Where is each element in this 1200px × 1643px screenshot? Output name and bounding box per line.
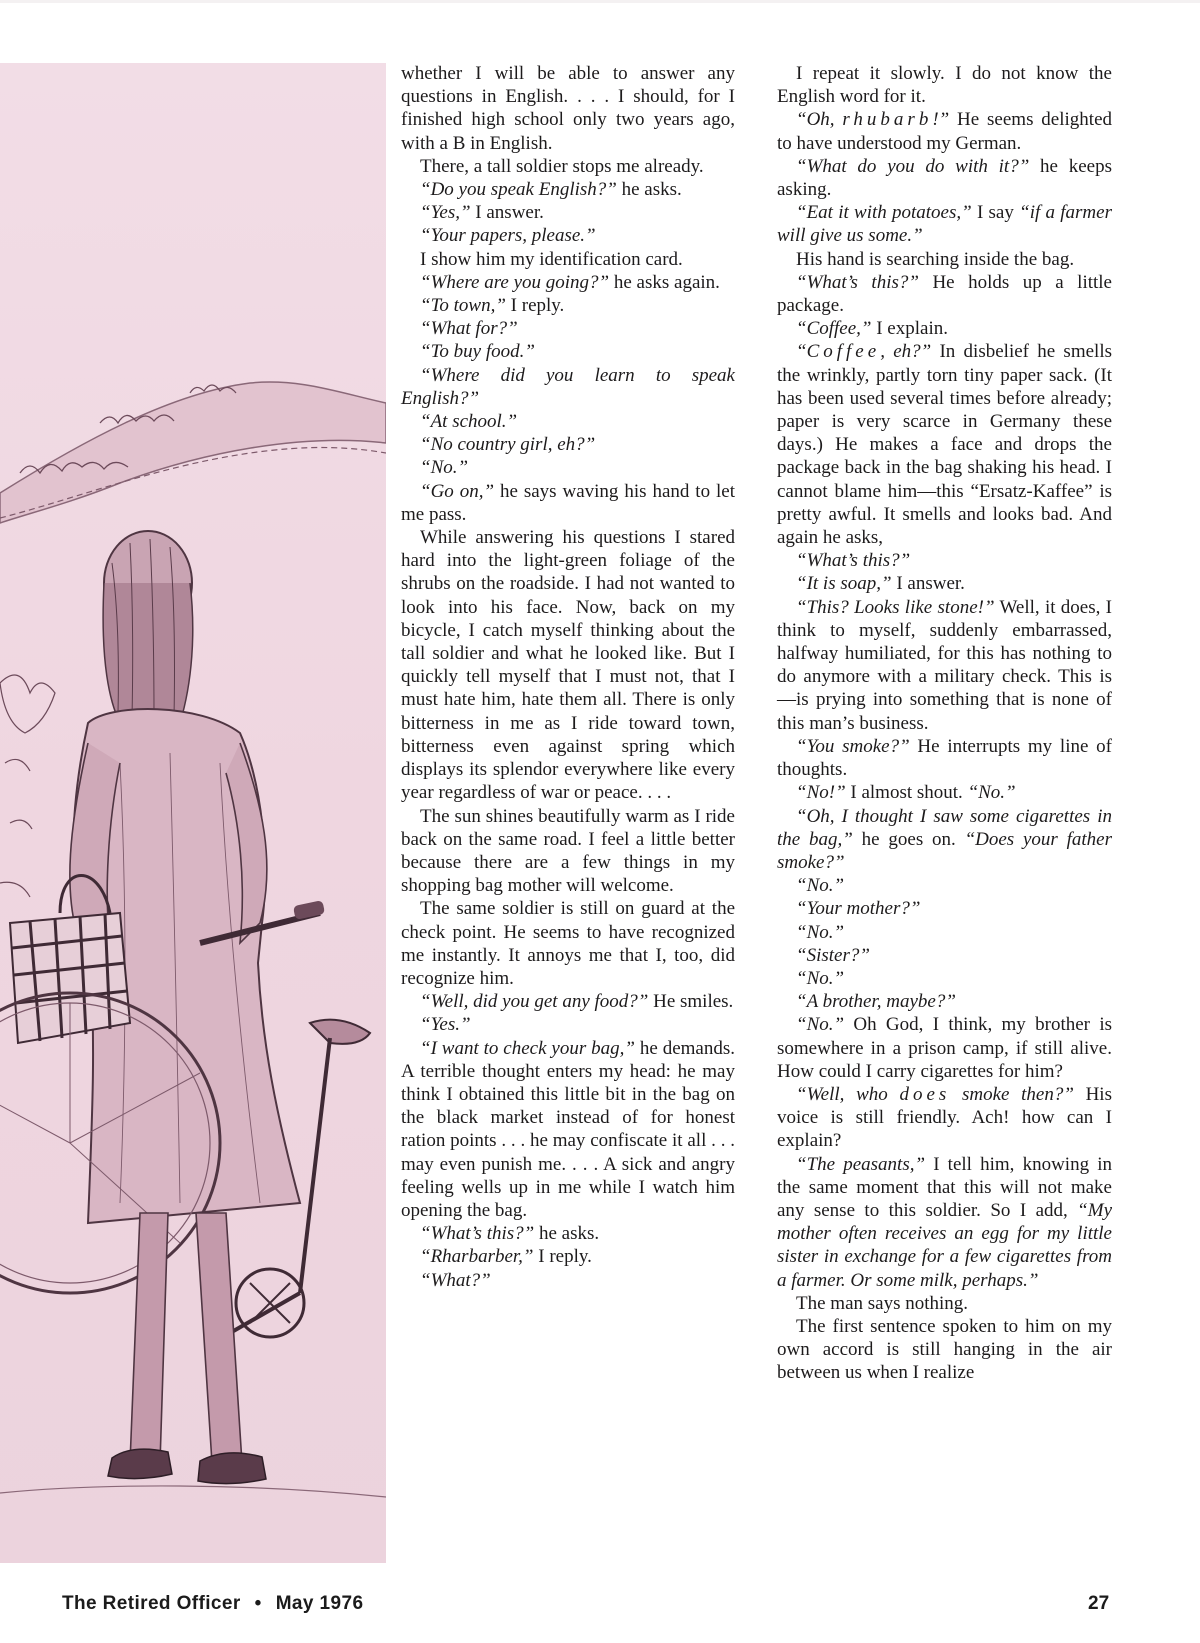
- body-text: While answering his questions I stared hard into the light-green foliage of the shrubs on the roadside. I had not wanted to look into his face. Now, back on my bicycle, I catch myself thinking about the tall soldier and what he looked like. But I quickly tell myself that I must not, that I must hate him, hate them all. There is only bitterness in me as I ride toward town, bitterness even against spring which displays its splendor everywhere like every year regardless of war or peace. . . .: [401, 527, 735, 804]
- dialogue-text: “Your papers, please.”: [420, 225, 596, 247]
- footer-separator: •: [254, 1593, 262, 1614]
- dialogue-text: “No.”: [796, 875, 845, 897]
- body-text: he asks again.: [609, 271, 720, 293]
- dialogue-text: “Well, who: [796, 1083, 900, 1105]
- paragraph: [401, 201, 735, 224]
- body-text: Oh God, I think, my brother is somewhere in a prison camp, if still alive. How could I carry cigarettes for him?: [777, 1014, 1112, 1082]
- paragraph: [401, 456, 735, 479]
- paragraph: [401, 1013, 735, 1036]
- paragraph: [777, 1013, 1112, 1083]
- paragraph: [777, 1153, 1112, 1292]
- paragraph: [401, 62, 735, 155]
- body-text: He holds up a little package.: [777, 271, 1112, 317]
- paragraph: [777, 340, 1112, 549]
- paragraph: [777, 62, 1112, 108]
- paragraph: [777, 805, 1112, 875]
- body-text: I tell him, knowing in the same moment that this will not make any sense to this soldier. So I add,: [777, 1153, 1112, 1221]
- dialogue-text: “Eat it with potatoes,”: [796, 202, 972, 224]
- dialogue-text: “What?”: [420, 1269, 491, 1291]
- paragraph: [401, 897, 735, 990]
- paragraph: [777, 1315, 1112, 1385]
- paragraph: [401, 340, 735, 363]
- body-text: There, a tall soldier stops me already.: [420, 155, 704, 177]
- body-text: I show him my identification card.: [420, 248, 683, 270]
- dialogue-text: “My mother often receives an egg for my little sister in exchange for a few cigarettes from a farmer. Or some milk, perhaps.”: [777, 1199, 1112, 1291]
- dialogue-text: “Sister?”: [796, 944, 870, 966]
- dialogue-text: rhubarb: [842, 109, 933, 131]
- dialogue-text: “Your mother?”: [796, 898, 921, 920]
- paragraph: [401, 526, 735, 804]
- body-text: The man says nothing.: [796, 1292, 969, 1314]
- dialogue-text: “No country girl, eh?”: [420, 434, 596, 456]
- dialogue-text: “Coffee,”: [796, 318, 872, 340]
- paragraph: [401, 1037, 735, 1223]
- body-text: I explain.: [871, 318, 948, 340]
- paragraph: [777, 897, 1112, 920]
- paragraph: [777, 596, 1112, 735]
- dialogue-text: , eh?”: [880, 341, 932, 363]
- body-text: he says waving his hand to let me pass.: [401, 480, 736, 525]
- dialogue-text: “At school.”: [420, 411, 518, 433]
- dialogue-text: “The peasants,”: [796, 1153, 926, 1175]
- paragraph: [777, 248, 1112, 271]
- paragraph: [777, 271, 1112, 317]
- paragraph: [777, 735, 1112, 781]
- body-text: he keeps asking.: [777, 155, 1112, 201]
- body-text: I almost shout.: [845, 782, 968, 804]
- body-text: I reply.: [505, 295, 565, 317]
- paragraph: [401, 248, 735, 271]
- dialogue-text: “To town,”: [420, 295, 506, 317]
- dialogue-text: “Yes,”: [420, 202, 471, 224]
- paragraph: [401, 433, 735, 456]
- paragraph: [777, 967, 1112, 990]
- body-text: he goes on.: [852, 828, 965, 850]
- paragraph: [401, 1269, 735, 1292]
- dialogue-text: “This? Looks like stone!”: [796, 596, 995, 618]
- dialogue-text: “What’s this?”: [796, 550, 911, 572]
- paragraph: [401, 990, 735, 1013]
- body-text: He seems delighted to have understood my German.: [777, 109, 1112, 154]
- paragraph: [401, 805, 735, 898]
- dialogue-text: Coffee: [806, 341, 881, 363]
- body-text: I say: [971, 202, 1020, 224]
- body-text: he demands. A terrible thought enters my head: he may think I obtained this little bit in the bag on the black market instead of for honest ration points . . . he may confiscate it all . . . may even punish me. . . . A sick and angry feeling wells up in me while I watch him opening the bag.: [401, 1037, 735, 1221]
- illustration-girl-with-bicycle: [0, 63, 386, 1563]
- dialogue-text: “Oh,: [796, 109, 843, 131]
- dialogue-text: “Where did you learn to speak English?”: [401, 364, 735, 409]
- paragraph: [401, 271, 735, 294]
- dialogue-text: “To buy food.”: [420, 341, 535, 363]
- top-edge: [0, 0, 1200, 3]
- body-text: Well, it does, I think to myself, suddenly embarrassed, halfway humiliated, for this has nothing to do anymore with a military check. This is—is prying into something that is none of this man’s business.: [777, 596, 1112, 734]
- paragraph: [777, 921, 1112, 944]
- paragraph: [401, 410, 735, 433]
- dialogue-text: “No.”: [796, 967, 845, 989]
- paragraph: [777, 990, 1112, 1013]
- paragraph: [401, 480, 735, 526]
- body-text: He interrupts my line of thoughts.: [777, 735, 1112, 781]
- paragraph: [777, 874, 1112, 897]
- dialogue-text: !”: [932, 109, 950, 131]
- page-number: 27: [1088, 1593, 1110, 1614]
- body-text: The first sentence spoken to him on my own accord is still hanging in the air between us when I realize: [777, 1315, 1112, 1384]
- issue-date: May 1976: [275, 1593, 364, 1614]
- dialogue-text: “What’s this?”: [420, 1223, 535, 1245]
- dialogue-text: “You smoke?”: [796, 735, 910, 757]
- dialogue-text: “I want to check your bag,”: [420, 1037, 635, 1059]
- dialogue-text: “No!”: [796, 782, 846, 804]
- paragraph: [777, 944, 1112, 967]
- body-text: whether I will be able to answer any questions in English. . . . I should, for I finished high school only two years ago, with a B in English.: [401, 63, 735, 154]
- dialogue-text: “It is soap,”: [796, 573, 892, 595]
- paragraph: [777, 572, 1112, 595]
- paragraph: [401, 1222, 735, 1245]
- dialogue-text: smoke then?”: [950, 1083, 1074, 1105]
- paragraph: [777, 201, 1112, 247]
- dialogue-text: “if a farmer will give us some.”: [777, 202, 1112, 247]
- body-text: I repeat it slowly. I do not know the English word for it.: [777, 63, 1112, 108]
- dialogue-text: “Rharbarber,”: [420, 1246, 534, 1268]
- dialogue-text: “Does your father smoke?”: [777, 828, 1113, 873]
- paragraph: [401, 155, 735, 178]
- dialogue-text: “No.”: [796, 1014, 845, 1036]
- dialogue-text: “Oh, I thought I saw some cigarettes in the bag,”: [777, 805, 1112, 850]
- dialogue-text: “Where are you going?”: [420, 271, 610, 293]
- paragraph: [777, 1292, 1112, 1315]
- paragraph: [401, 224, 735, 247]
- dialogue-text: “Do you speak English?”: [420, 179, 617, 201]
- paragraph: [777, 317, 1112, 340]
- body-text: he asks.: [616, 179, 682, 201]
- paragraph: [777, 781, 1112, 804]
- dialogue-text: “Yes.”: [420, 1014, 471, 1036]
- dialogue-text: “No.”: [796, 921, 845, 943]
- paragraph: [777, 108, 1112, 154]
- dialogue-text: “What for?”: [420, 318, 518, 340]
- paragraph: [401, 364, 735, 410]
- publication-title: The Retired Officer: [62, 1593, 241, 1614]
- paragraph: [401, 1245, 735, 1268]
- body-text: The sun shines beautifully warm as I ride back on the same road. I feel a little better because there are a few things in my shopping bag mother will welcome.: [401, 805, 735, 897]
- text-column-right: [777, 62, 1112, 1385]
- body-text: In disbelief he smells the wrinkly, partly torn tiny paper sack. (It has been used several times before already; paper is very scarce in Germany these days.) He makes a face and drops the package back in the bag shaking his head. I cannot blame him—this “Ersatz-Kaffee” is pretty awful. It smells and looks bad. And again he asks,: [777, 341, 1112, 549]
- paragraph: [777, 155, 1112, 201]
- dialogue-text: “Well, did you get any food?”: [420, 991, 649, 1013]
- dialogue-text: “Go on,”: [420, 480, 495, 502]
- footer-publication: [62, 1593, 363, 1615]
- paragraph: [777, 549, 1112, 572]
- paragraph: [777, 1083, 1112, 1153]
- body-text: I reply.: [533, 1246, 592, 1268]
- paragraph: [401, 317, 735, 340]
- dialogue-text: “: [796, 341, 807, 363]
- body-text: He smiles.: [648, 991, 734, 1013]
- body-text: His voice is still friendly. Ach! how can I explain?: [777, 1083, 1112, 1152]
- body-text: His hand is searching inside the bag.: [796, 248, 1075, 270]
- dialogue-text: “No.”: [420, 457, 469, 479]
- dialogue-text: “What do you do with it?”: [796, 155, 1030, 177]
- body-text: The same soldier is still on guard at the check point. He seems to have recognized me instantly. It annoys me that I, too, did recognize him.: [401, 898, 735, 989]
- dialogue-text: “What’s this?”: [796, 271, 919, 293]
- body-text: I answer.: [470, 202, 544, 224]
- body-text: he asks.: [534, 1223, 600, 1245]
- paragraph: [401, 178, 735, 201]
- body-text: I answer.: [891, 573, 965, 595]
- paragraph: [401, 294, 735, 317]
- dialogue-text: “No.”: [967, 782, 1016, 804]
- text-column-left: [401, 62, 735, 1292]
- dialogue-text: “A brother, maybe?”: [796, 991, 956, 1013]
- dialogue-text: does: [899, 1083, 951, 1105]
